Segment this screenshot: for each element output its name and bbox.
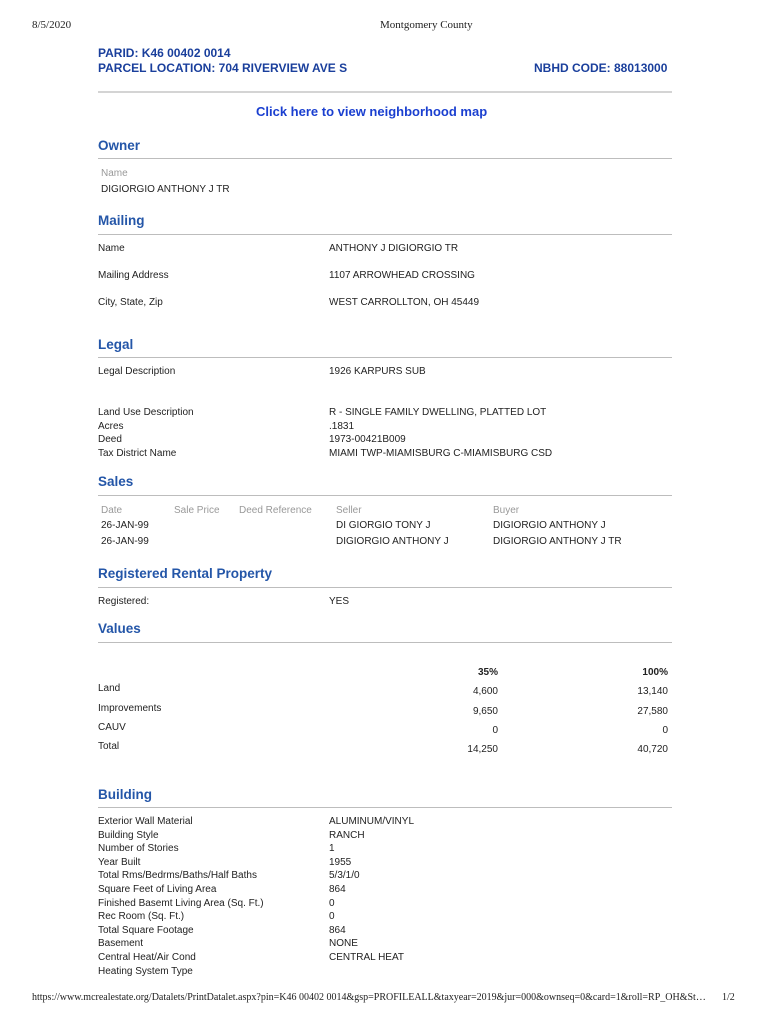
- legal-values: [329, 406, 552, 460]
- rooms-label: Total Rms/Bedrms/Baths/Half Baths: [98, 870, 257, 882]
- sales-header-price: Sale Price: [174, 505, 220, 516]
- land-use-value: R - SINGLE FAMILY DWELLING, PLATTED LOT: [329, 407, 547, 418]
- sales-header-deed: Deed Reference: [239, 505, 312, 516]
- rental-divider: [98, 587, 672, 588]
- building-divider: [98, 807, 672, 808]
- mailing-city-label: City, State, Zip: [98, 297, 163, 308]
- sale-seller: DIGIORGIO ANTHONY J: [336, 536, 449, 547]
- stories-label: Number of Stories: [98, 843, 179, 855]
- building-section-title: Building: [98, 787, 152, 802]
- sale-date: 26-JAN-99: [101, 536, 149, 547]
- values-land-100: 13,140: [637, 686, 668, 697]
- rec-room-value: 0: [329, 911, 335, 923]
- tax-district-value: MIAMI TWP-MIAMISBURG C-MIAMISBURG CSD: [329, 447, 553, 459]
- rec-room-label: Rec Room (Sq. Ft.): [98, 911, 185, 923]
- basement-label: Basement: [98, 938, 144, 950]
- acres-label: Acres: [98, 420, 124, 432]
- nbhd-code: NBHD CODE: 88013000: [534, 61, 668, 75]
- parid: PARID: K46 00402 0014: [98, 46, 231, 60]
- total-sqft-value: 864: [329, 924, 346, 936]
- land-use-label: Land Use Description: [98, 407, 194, 418]
- sales-header-buyer: Buyer: [493, 505, 520, 516]
- basement-value: NONE: [329, 938, 358, 950]
- legal-divider: [98, 357, 672, 358]
- mailing-name-label: Name: [98, 243, 125, 254]
- legal-description-label: Legal Description: [98, 366, 176, 377]
- owner-name-header: Name: [101, 168, 128, 179]
- rental-value: YES: [329, 596, 350, 607]
- mailing-address-label: Mailing Address: [98, 270, 169, 281]
- deed-value: 1973-00421B009: [329, 434, 406, 446]
- values-cauv-35: 0: [492, 725, 498, 736]
- values-improvements-100: 27,580: [637, 706, 668, 717]
- print-url: https://www.mcrealestate.org/Datalets/PrintDatalet.aspx?pin=K46 00402 0014&gsp=PROFILEALL&taxyear=2019&jur=000&ownseq=0&card=1&roll=RP_OH&St…: [32, 992, 706, 1003]
- parcel-location: PARCEL LOCATION: 704 RIVERVIEW AVE S: [98, 61, 348, 75]
- building-style-label: Building Style: [98, 829, 159, 841]
- owner-section-title: Owner: [98, 138, 141, 153]
- year-built-value: 1955: [329, 856, 352, 868]
- sale-date: 26-JAN-99: [101, 520, 149, 531]
- rental-label: Registered:: [98, 596, 150, 607]
- print-date: 8/5/2020: [32, 19, 72, 31]
- mailing-city-value: WEST CARROLLTON, OH 45449: [329, 297, 480, 308]
- mailing-name-value: ANTHONY J DIGIORGIO TR: [329, 243, 459, 254]
- owner-name: DIGIORGIO ANTHONY J TR: [101, 184, 230, 195]
- values-col-35: 35%: [477, 667, 498, 678]
- heating-system-label: Heating System Type: [98, 965, 193, 977]
- values-total-35: 14,250: [467, 744, 498, 755]
- stories-value: 1: [329, 843, 335, 855]
- print-county: Montgomery County: [380, 19, 473, 31]
- total-sqft-label: Total Square Footage: [98, 924, 194, 936]
- values-divider: [98, 642, 672, 643]
- mailing-address-value: 1107 ARROWHEAD CROSSING: [329, 270, 475, 281]
- legal-section-title: Legal: [98, 337, 134, 352]
- heating-system-value: [329, 965, 414, 979]
- values-total-label: Total: [98, 741, 120, 752]
- year-built-label: Year Built: [98, 856, 141, 868]
- sales-header-date: Date: [101, 505, 123, 516]
- values-improvements-label: Improvements: [98, 703, 162, 714]
- sale-buyer: DIGIORGIO ANTHONY J TR: [493, 536, 622, 547]
- sales-section-title: Sales: [98, 474, 134, 489]
- values-cauv-100: 0: [662, 725, 668, 736]
- sale-seller: DI GIORGIO TONY J: [336, 520, 431, 531]
- legal-labels: [98, 406, 194, 460]
- building-labels: [98, 815, 264, 978]
- tax-district-label: Tax District Name: [98, 447, 177, 459]
- values-section-title: Values: [98, 621, 141, 636]
- print-page-number: 1/2: [722, 992, 735, 1003]
- rooms-value: 5/3/1/0: [329, 870, 360, 882]
- building-style-value: RANCH: [329, 829, 365, 841]
- neighborhood-map-link[interactable]: Click here to view neighborhood map: [256, 104, 488, 119]
- finished-basement-value: 0: [329, 897, 335, 909]
- central-heat-value: CENTRAL HEAT: [329, 951, 405, 963]
- exterior-wall-value: ALUMINUM/VINYL: [329, 816, 415, 827]
- owner-divider: [98, 158, 672, 159]
- values-improvements-35: 9,650: [472, 706, 498, 717]
- central-heat-label: Central Heat/Air Cond: [98, 951, 196, 963]
- values-col-100: 100%: [642, 667, 668, 678]
- mailing-divider: [98, 234, 672, 235]
- values-land-35: 4,600: [472, 686, 498, 697]
- values-land-label: Land: [98, 683, 121, 694]
- values-total-100: 40,720: [637, 744, 668, 755]
- sale-buyer: DIGIORGIO ANTHONY J: [493, 520, 606, 531]
- living-area-value: 864: [329, 883, 346, 895]
- mailing-section-title: Mailing: [98, 213, 145, 228]
- deed-label: Deed: [98, 434, 122, 446]
- acres-value: .1831: [329, 420, 355, 432]
- building-values: [329, 815, 414, 978]
- living-area-label: Square Feet of Living Area: [98, 883, 217, 895]
- finished-basement-label: Finished Basemt Living Area (Sq. Ft.): [98, 897, 264, 909]
- rental-section-title: Registered Rental Property: [98, 566, 273, 581]
- sales-header-seller: Seller: [336, 505, 362, 516]
- exterior-wall-label: Exterior Wall Material: [98, 816, 193, 827]
- header-divider: [98, 91, 672, 93]
- values-cauv-label: CAUV: [98, 722, 126, 733]
- sales-divider: [98, 495, 672, 496]
- legal-description-value: 1926 KARPURS SUB: [329, 366, 426, 377]
